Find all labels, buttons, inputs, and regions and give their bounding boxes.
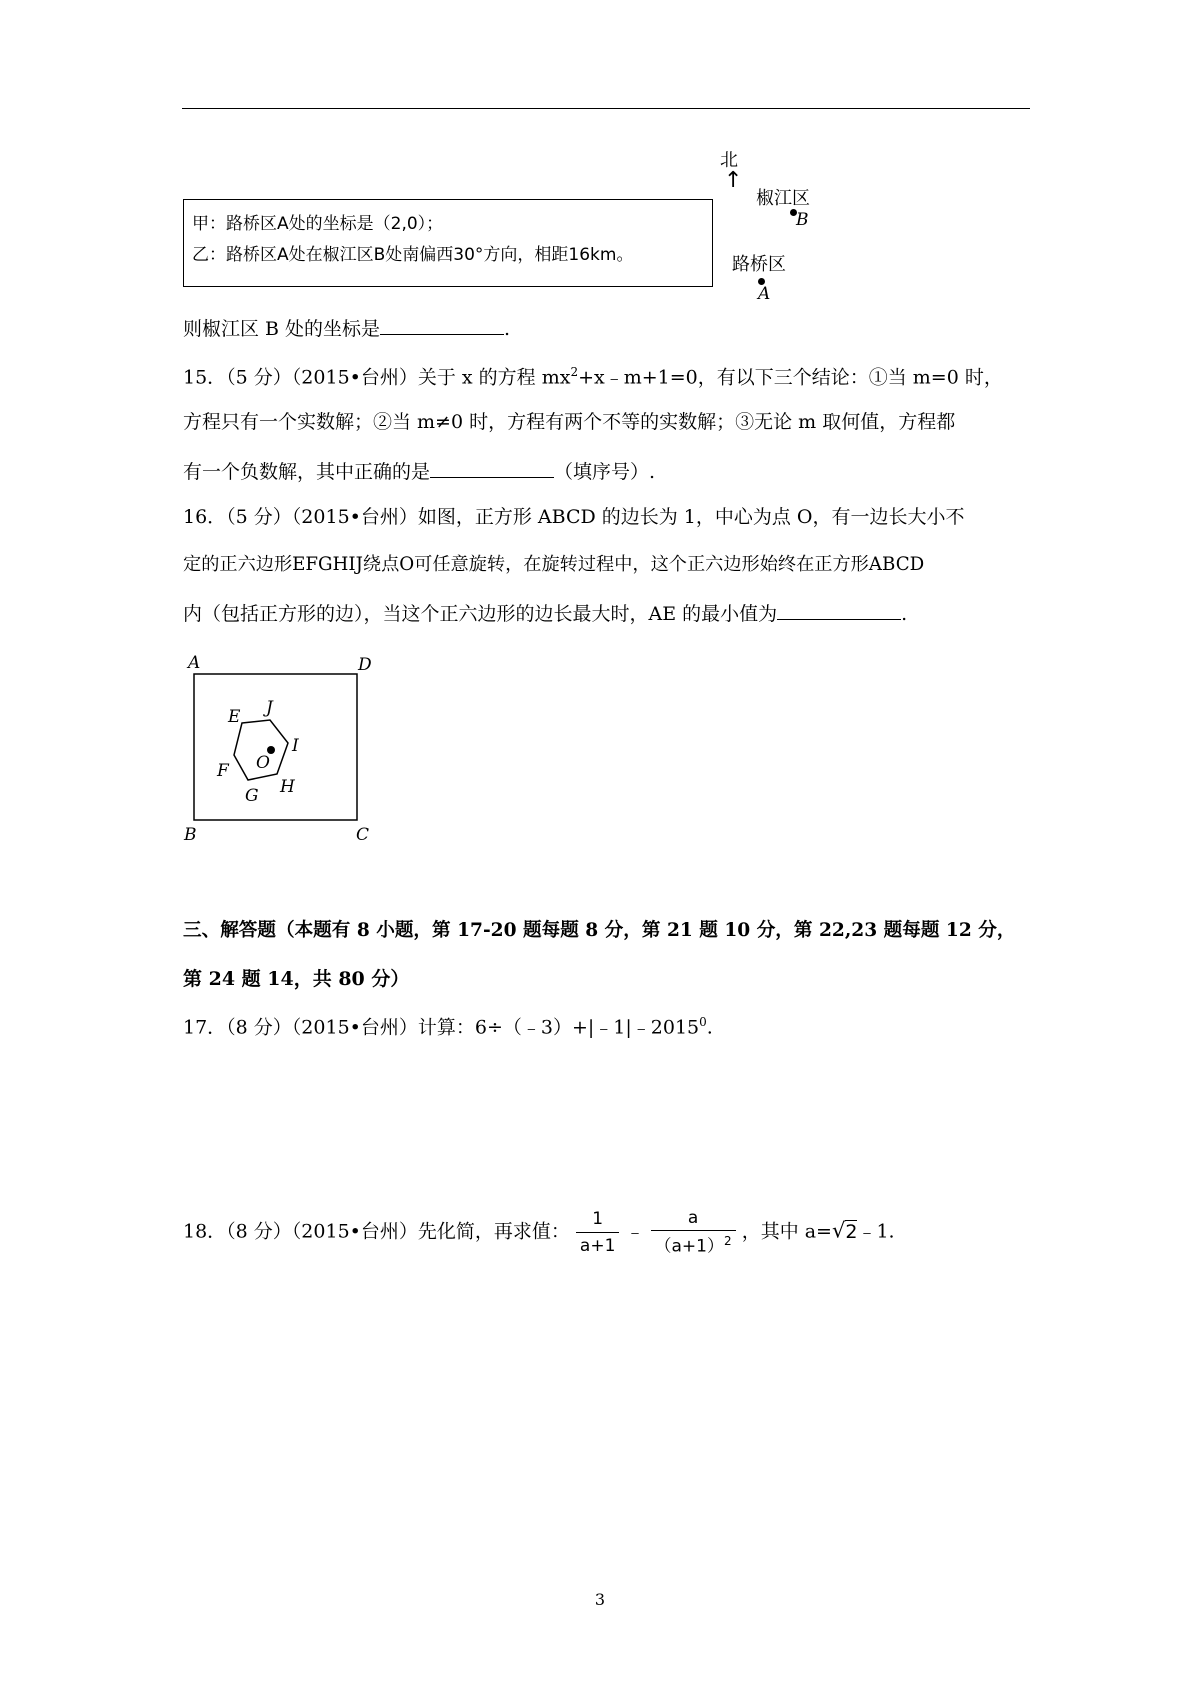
point-a-label: A [758,284,771,304]
q15-line2: 方程只有一个实数解；②当 m≠0 时，方程有两个不等的实数解；③无论 m 取何值，方程都 [183,411,956,433]
label-h: H [280,777,295,797]
section3-heading-line2: 第 24 题 14，共 80 分） [183,968,410,990]
q14-answer-blank [380,318,504,335]
q16-line2: 定的正六边形EFGHIJ绕点O可任意旋转，在旋转过程中，这个正六边形始终在正方形ABCD [183,554,925,575]
q18-frac2-denominator-wrap [651,1231,736,1257]
q18-frac1-numerator: 1 [576,1209,619,1232]
q16-line3-suffix: . [901,603,908,625]
q15-line3-suffix: （填序号）. [554,461,656,483]
label-o: O [256,753,270,773]
q15-line1-prefix: 15．（5 分）（2015•台州）关于 x 的方程 mx [183,366,571,389]
info-box [183,199,713,287]
label-e: E [228,707,241,727]
jiaojiang-label: 椒江区 [756,188,810,209]
q18-frac2-denominator: （a+1） [654,1237,724,1258]
north-label: 北 [720,150,738,171]
square-abcd [194,674,357,820]
q18-sqrt-arg: 2 [845,1220,858,1243]
label-i: I [292,736,299,756]
q16-line1: 16．（5 分）（2015•台州）如图，正方形 ABCD 的边长为 1，中心为点 O，有一边长大小不 [183,506,965,528]
q15-line1 [183,366,1003,387]
label-f: F [217,761,229,781]
map-figure [720,140,840,310]
info-line-jia: 甲：路桥区A处的坐标是（2,0）； [192,214,444,234]
q18-prefix: 18．（8 分）（2015•台州）先化简，再求值： [183,1220,570,1243]
label-a: A [188,653,201,673]
q15-answer-blank [430,461,554,478]
q16-line3-prefix: 内（包括正方形的边），当这个正六边形的边长最大时，AE 的最小值为 [183,603,778,625]
q18-suffix: ﹣1. [857,1220,895,1243]
q18-line [183,1208,895,1257]
header-rule [182,108,1030,109]
q18-frac2-exponent: 2 [724,1234,732,1249]
north-arrow-icon: ↑ [724,168,743,193]
q14-suffix: . [504,318,511,340]
sqrt-icon: √ [831,1218,846,1243]
label-j: J [266,698,273,718]
q16-line3 [183,603,907,624]
page-number: 3 [594,1590,606,1609]
q16-answer-blank [777,603,901,620]
label-c: C [356,825,370,845]
q17-prefix: 17．（8 分）（2015•台州）计算：6÷（﹣3）+|﹣1|﹣2015 [183,1016,700,1039]
q17-suffix: . [706,1016,713,1039]
q18-mid: ，其中 a= [741,1220,832,1243]
point-b-label: B [796,210,809,230]
q15-line3 [183,461,655,482]
q15-exponent: 2 [570,365,579,379]
q18-frac1-denominator: a+1 [579,1235,616,1256]
q17-line [183,1016,713,1037]
q15-line1-suffix: +x﹣m+1=0，有以下三个结论：①当 m=0 时， [578,366,1003,389]
q18-fraction-1 [576,1209,619,1256]
q17-exponent: 0 [699,1015,707,1029]
q18-minus: ﹣ [625,1220,645,1243]
q14-prefix: 则椒江区 B 处的坐标是 [183,318,381,340]
label-b: B [184,825,197,845]
luqiao-label: 路桥区 [732,254,786,275]
square-hexagon-figure [180,650,380,850]
q14-answer-line [183,318,510,339]
section3-heading-line1: 三、解答题（本题有 8 小题，第 17-20 题每题 8 分，第 21 题 10 分，第 22,23 题每题 12 分， [183,920,1016,941]
info-line-yi: 乙：路桥区A处在椒江区B处南偏西30°方向，相距16km。 [192,245,634,265]
label-d: D [358,655,372,675]
q18-fraction-2 [651,1208,736,1257]
q15-line3-prefix: 有一个负数解，其中正确的是 [183,461,431,483]
label-g: G [245,786,259,806]
q18-frac2-numerator: a [651,1208,736,1231]
